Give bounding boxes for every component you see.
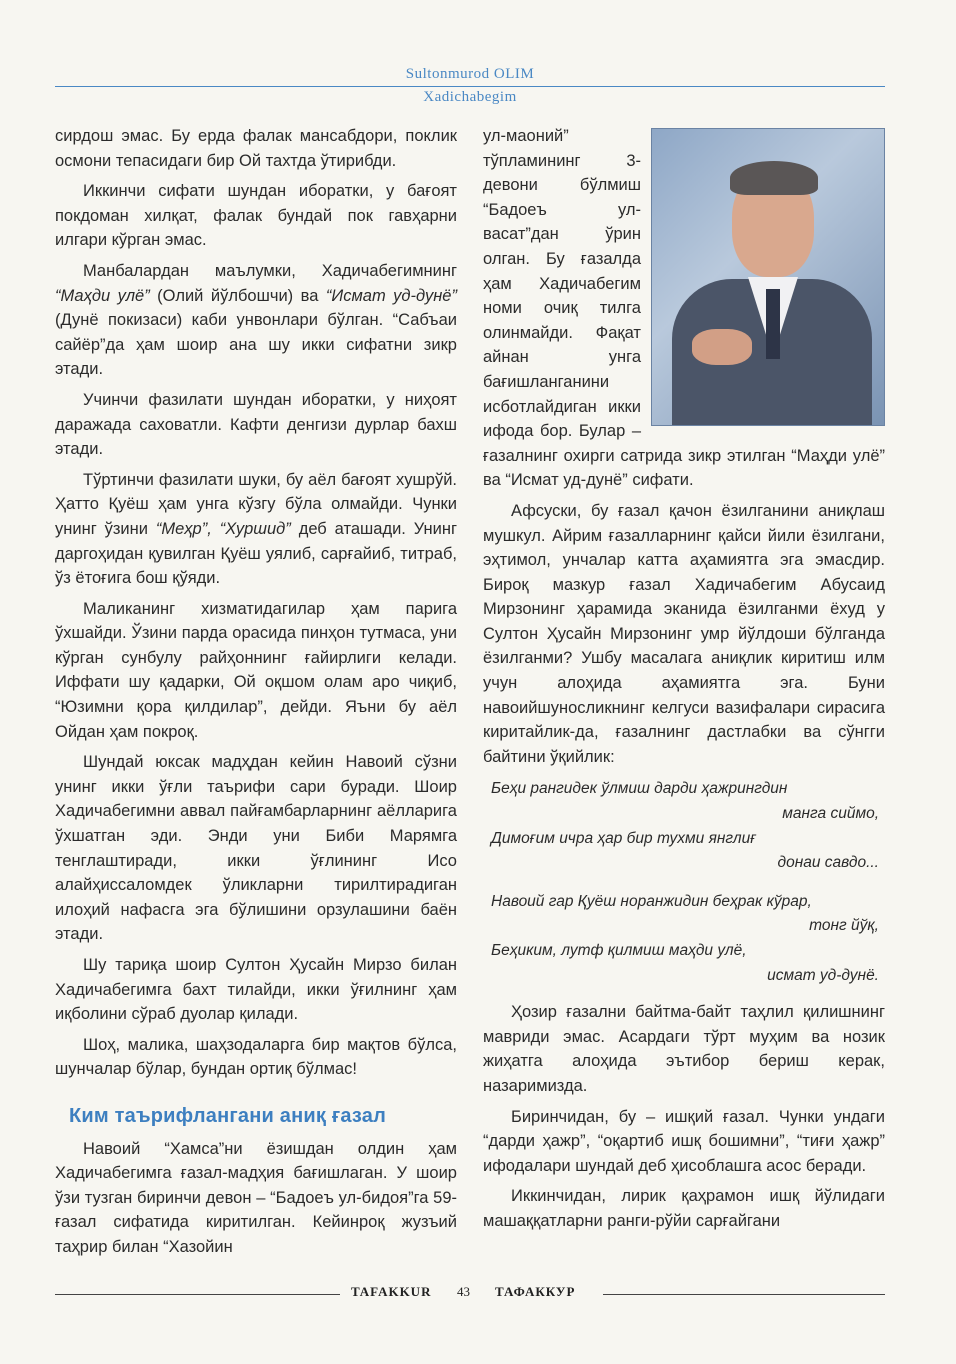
paragraph: Шоҳ, малика, шаҳзодаларга бир мақтов бўлса, шунчалар бўлар, бундан ортиқ бўлмас! bbox=[55, 1035, 457, 1079]
paragraph: Маликанинг хизматидагилар ҳам парига ўхшайди. Ўзини парда орасида пинҳон тутмаса, уни кўрган сунбулу райҳоннинг ғайирлиги келади. Иффати шу қадарки, Ой оқшом олам аро чиқиб, “Юзимни қора қилдилар”, дейди. Яъни бу аёл Ойдан ҳам покроқ. bbox=[55, 599, 457, 741]
paragraph: Учинчи фазилати шундан иборатки, у ниҳоят даражада саховатли. Кафти денгизи дурлар бахш этади. bbox=[55, 390, 457, 459]
paragraph: Иккинчидан, лирик қаҳрамон ишқ йўлидаги машаққатларни ранги-рўйи сарғайгани bbox=[483, 1187, 885, 1230]
footer-magazine-cyrillic: ТАФАККУР bbox=[495, 1284, 576, 1299]
footer-rule-right bbox=[603, 1294, 885, 1295]
running-header bbox=[55, 66, 885, 106]
header-subtitle: Xadichabegim bbox=[423, 89, 517, 105]
text-span: Манбалардан маълумки, Хадичабегимнинг bbox=[83, 261, 457, 280]
text-span: деб аташади. Унинг даргоҳидан қувилган Қуёш уялиб, сарғайиб, титраб, ўз ётоғига бош қўяди. bbox=[55, 519, 457, 588]
poem-line: Навоий гар Қуёш норанжидин беҳрак кўрар, bbox=[491, 892, 812, 910]
poem-block bbox=[491, 777, 885, 988]
poem-line-end: манга сиймо, bbox=[782, 805, 879, 823]
text-span: (Олий йўлбошчи) ва bbox=[149, 286, 326, 305]
photo-hand bbox=[692, 329, 752, 365]
italic-title: “Маҳди улё” bbox=[55, 286, 150, 305]
paragraph: Шу тариқа шоир Султон Ҳусайн Мирзо билан Хадичабегимга бахт тилайди, икки ўғилнинг ҳам иқболини сўраб дуолар қилади. bbox=[55, 956, 457, 1024]
text-span: (Дунё покизаси) каби унвонлари бўлган. “Сабъаи сайёр”да ҳам шоир ана шу икки сифатни зикр этади. bbox=[55, 311, 457, 379]
page-footer bbox=[55, 1284, 885, 1304]
section-heading: Ким таърифлангани аниқ ғазал bbox=[69, 1104, 387, 1127]
header-rule bbox=[55, 86, 885, 87]
left-column bbox=[55, 124, 457, 1266]
poem-line-end: тонг йўқ, bbox=[809, 917, 879, 935]
paragraph: Ҳозир ғазални байтма-байт таҳлил қилишнинг мавриди эмас. Асардаги тўрт муҳим ва нозик жиҳатга алоҳида эътибор бериш керак, назаримизда. bbox=[483, 1003, 885, 1095]
paragraph: Навоий “Хамса”ни ёзишдан олдин ҳам Хадичабегимга ғазал-мадҳия бағишлаган. У шоир ўзи тузган биринчи девон – “Бадоеъ ул-бидоя”га 59-ғазал сифатида киритилган. Кейинроқ жузъий таҳрир билан “Хазойин bbox=[55, 1139, 457, 1256]
header-author: Sultonmurod OLIM bbox=[405, 66, 535, 82]
footer-magazine-latin: TAFAKKUR bbox=[351, 1284, 432, 1299]
poem-line: Беҳи рангидек ўлмиш дарди ҳажрингдин bbox=[491, 780, 788, 798]
paragraph: Шундай юксак мадҳдан кейин Навоий сўзни унинг икки ўғли таърифи сари буради. Шоир Хадичабегимни аввал пайғамбарларнинг аёлларига ўхшатган эди. Энди уни Биби Марямга тенглаштиради, икки ўғлининг Исо алайҳиссаломдек ўликларни тирилтирадиган илоҳий нафасга эга бўлишини орзулашини баён этади. bbox=[55, 753, 457, 944]
poem-line: Димоғим ичра ҳар бир тухми янглиғ bbox=[491, 829, 757, 847]
paragraph: Иккинчи сифати шундан иборатки, у бағоят покдоман хилқат, фалак бундай пок гавҳарни илгари кўрган эмас. bbox=[55, 182, 457, 250]
italic-title: “Исмат уд-дунё” bbox=[325, 286, 457, 305]
poem-line: Беҳиким, лутф қилмиш маҳди улё, bbox=[491, 942, 747, 959]
footer-rule-left bbox=[55, 1294, 340, 1295]
photo-hair bbox=[730, 161, 818, 195]
paragraph bbox=[55, 259, 457, 382]
paragraph bbox=[55, 468, 457, 591]
paragraph: ул-маоний” тўпламининг 3-девони бўлмиш “Бадоеъ ул-васат”дан ўрин олган. Бу ғазалда ҳам Хадичабегим номи очиқ тилга олинмайди. Фақат айнан унга бағишланганини исботлайдиган икки ифода бор. Булар – ғазалнинг охирги сатрида зикр этилган “Маҳди улё” ва “Исмат уд-дунё” сифати. bbox=[483, 127, 885, 490]
right-column bbox=[483, 124, 885, 1240]
paragraph: Афсуски, бу ғазал қачон ёзилганини аниқлаш мушкул. Айрим ғазалларнинг қайси йили ёзилгани, эҳтимол, унчалар катта аҳамиятга эга эмасдир. Бироқ мазкур ғазал Хадичабегим Абусаид Мирзонинг ҳарамида эканида ёзилганми ёхуд у Султон Ҳусайн Мирзонинг умр йўлдоши бўлганда ёзилганми? Ушбу масалага аниқлик киритиш илм учун алоҳида аҳамиятга эга. Буни навоийшуносликнинг келгуси вазифалари сирасига киритайлик-да, ғазалнинг дастлабки ва сўнгги байтини ўқийлик: bbox=[483, 501, 885, 766]
photo-tie bbox=[766, 289, 780, 359]
poem-line-end: исмат уд-дунё. bbox=[767, 966, 879, 984]
author-portrait-photo bbox=[651, 128, 885, 426]
text-span: Тўртинчи фазилати шуки, бу аёл бағоят хушрўй. Ҳатто Қуёш ҳам унга кўзгу бўла олмайди. Чунки унинг ўзини bbox=[55, 470, 457, 538]
paragraph: Биринчидан, бу – ишқий ғазал. Чунки ундаги “дарди ҳажр”, “оқартиб ишқ бошимни”, “тиғи ҳажр” ифодалари шундай деб ҳисоблашга асос беради. bbox=[483, 1107, 885, 1175]
paragraph: сирдош эмас. Бу ерда фалак мансабдори, поклик осмони тепасидаги бир Ой тахтда ўтирибди. bbox=[55, 127, 457, 170]
italic-title: “Меҳр”, “Хуршид” bbox=[155, 519, 291, 538]
page-number: 43 bbox=[457, 1284, 470, 1299]
poem-line-end: донаи савдо... bbox=[777, 854, 879, 872]
stanza-gap bbox=[491, 876, 885, 890]
